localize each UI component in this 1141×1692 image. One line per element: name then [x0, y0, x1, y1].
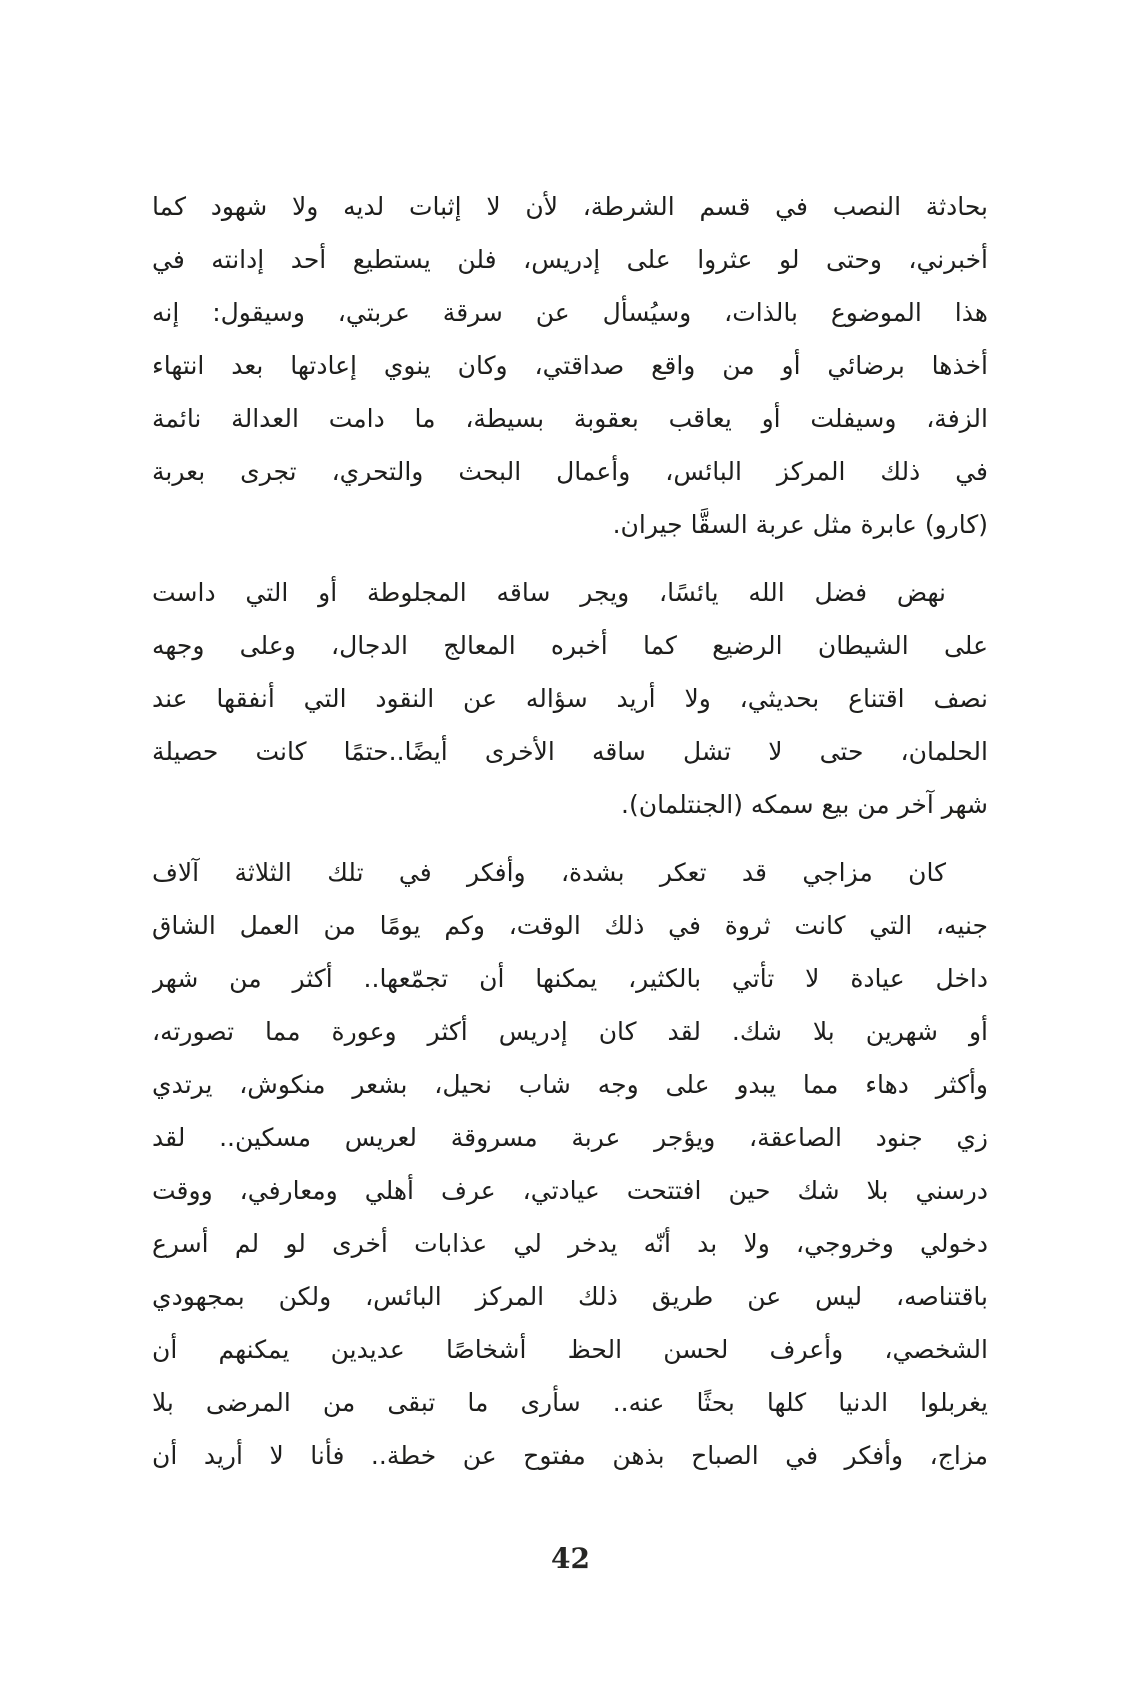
text-line: على الشيطان الرضيع كما أخبره المعالج الدجال، وعلى وجهه	[152, 631, 988, 660]
text-line: أخبرني، وحتى لو عثروا على إدريس، فلن يستطيع أحد إدانته في	[152, 245, 988, 274]
text-line: جنيه، التي كانت ثروة في ذلك الوقت، وكم يومًا من العمل الشاق	[152, 911, 988, 940]
text-line: بحادثة النصب في قسم الشرطة، لأن لا إثبات لديه ولا شهود كما	[152, 192, 988, 221]
text-line: دخولي وخروجي، ولا بد أنّه يدخر لي عذابات أخرى لو لم أسرع	[152, 1229, 988, 1258]
text-line: (كارو) عابرة مثل عربة السقَّا جيران.	[612, 510, 988, 539]
page-number: 42	[551, 1542, 590, 1575]
paragraph	[152, 566, 988, 831]
text-line: نصف اقتناع بحديثي، ولا أريد سؤاله عن النقود التي أنفقها عند	[152, 684, 988, 713]
text-line: يغربلوا الدنيا كلها بحثًا عنه.. سأرى ما تبقى من المرضى بلا	[152, 1388, 988, 1417]
text-line: زي جنود الصاعقة، ويؤجر عربة مسروقة لعريس مسكين.. لقد	[152, 1123, 988, 1152]
text-line: كان مزاجي قد تعكر بشدة، وأفكر في تلك الثلاثة آلاف	[152, 858, 946, 887]
text-line: مزاج، وأفكر في الصباح بذهن مفتوح عن خطة.. فأنا لا أريد أن	[152, 1441, 988, 1470]
text-line: الزفة، وسيفلت أو يعاقب بعقوبة بسيطة، ما دامت العدالة نائمة	[152, 404, 988, 433]
text-line: داخل عيادة لا تأتي بالكثير، يمكنها أن تجمّعها.. أكثر من شهر	[152, 964, 988, 993]
paragraph	[152, 180, 988, 551]
text-line: أخذها برضائي أو من واقع صداقتي، وكان ينوي إعادتها بعد انتهاء	[152, 351, 988, 380]
text-line: في ذلك المركز البائس، وأعمال البحث والتحري، تجرى بعربة	[152, 457, 988, 486]
text-line: وأكثر دهاء مما يبدو على وجه شاب نحيل، بشعر منكوش، يرتدي	[152, 1070, 988, 1099]
text-line: هذا الموضوع بالذات، وسيُسأل عن سرقة عربتي، وسيقول: إنه	[152, 298, 988, 327]
paragraph	[152, 846, 988, 1482]
text-line: أو شهرين بلا شك. لقد كان إدريس أكثر وعورة مما تصورته،	[152, 1017, 988, 1046]
text-line: شهر آخر من بيع سمكه (الجنتلمان).	[621, 790, 988, 819]
text-line: الشخصي، وأعرف لحسن الحظ أشخاصًا عديدين يمكنهم أن	[152, 1335, 988, 1364]
text-line: الحلمان، حتى لا تشل ساقه الأخرى أيضًا..حتمًا كانت حصيلة	[152, 737, 988, 766]
text-line: باقتناصه، ليس عن طريق ذلك المركز البائس، ولكن بمجهودي	[152, 1282, 988, 1311]
page-text-block	[152, 180, 988, 1482]
text-line: درسني بلا شك حين افتتحت عيادتي، عرف أهلي ومعارفي، ووقت	[152, 1176, 988, 1205]
text-line: نهض فضل الله يائسًا، ويجر ساقه المجلوطة أو التي داست	[152, 578, 946, 607]
